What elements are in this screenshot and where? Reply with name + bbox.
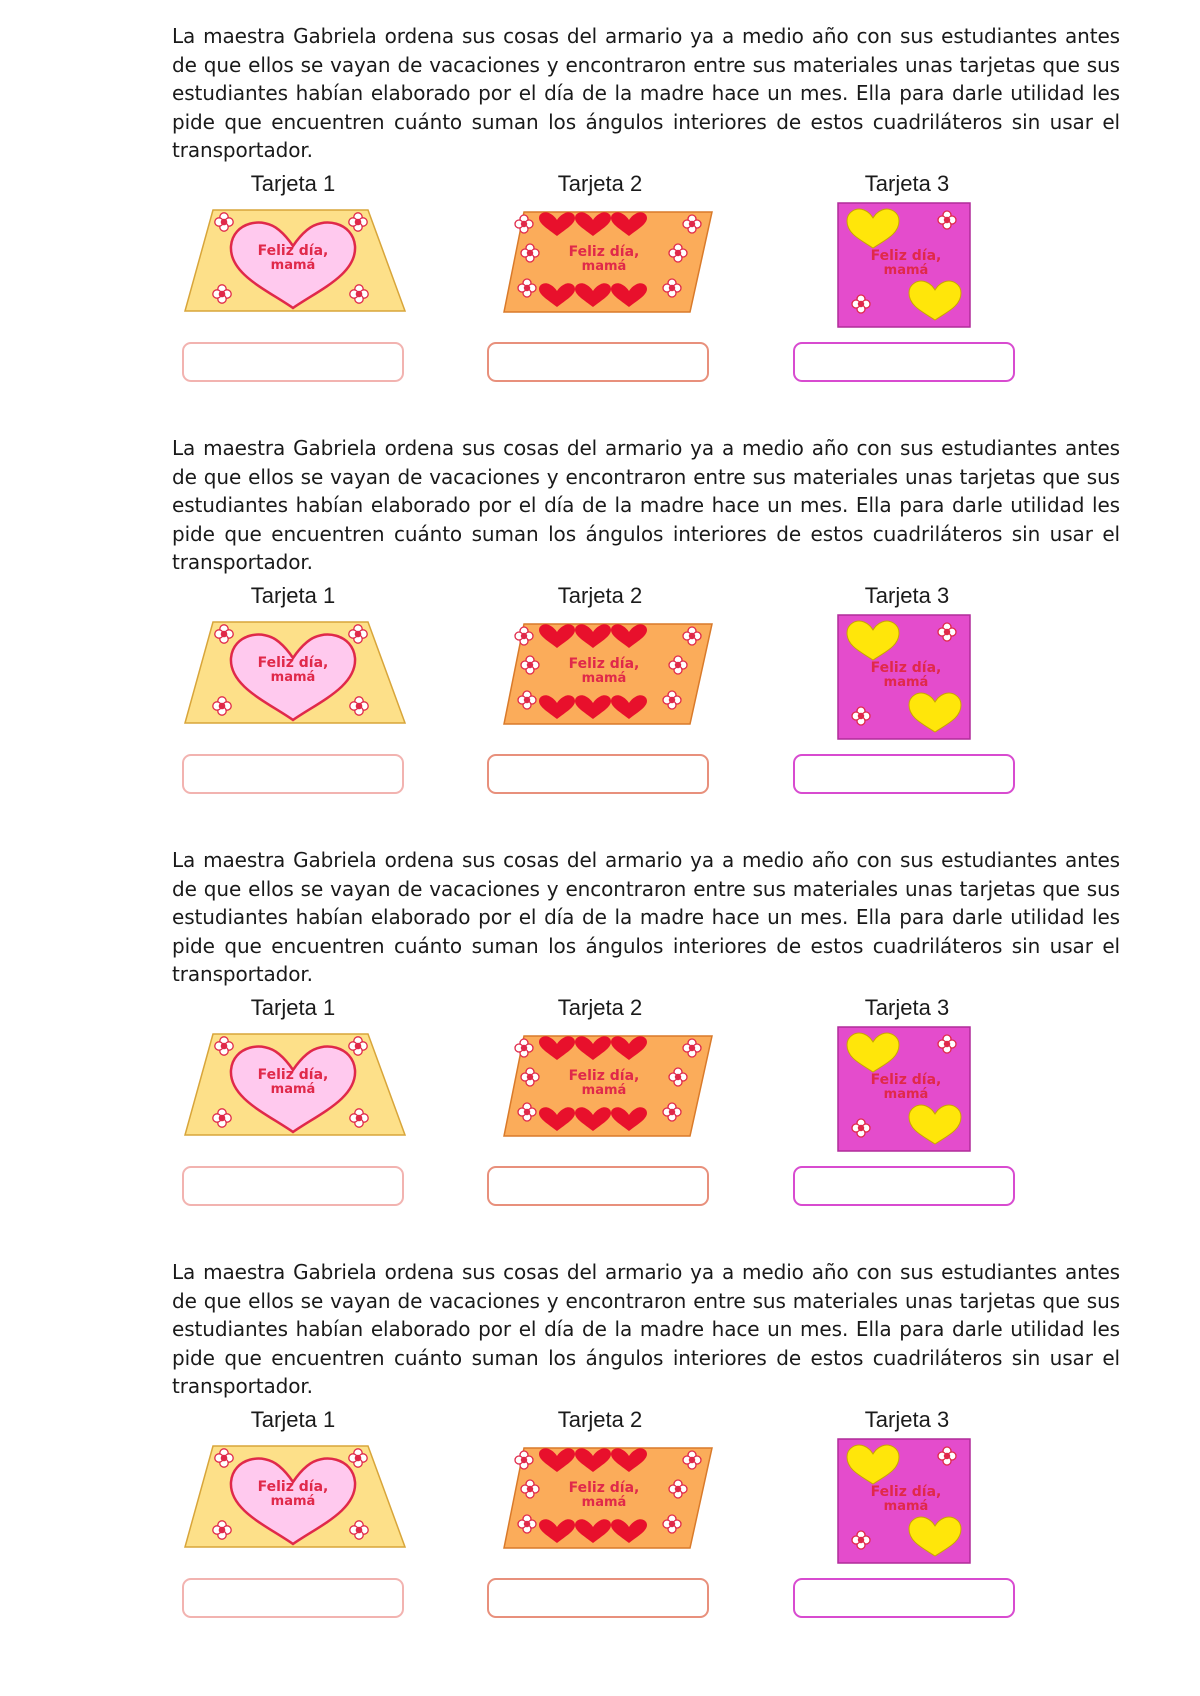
card-3-title: Tarjeta 3	[864, 583, 950, 608]
card-3-title: Tarjeta 3	[864, 995, 950, 1020]
card-2	[480, 824, 720, 1234]
card-3	[787, 1236, 1027, 1646]
card-1	[173, 0, 413, 410]
card-3-line2: mamá	[883, 1087, 929, 1102]
card-3-line2: mamá	[883, 675, 929, 690]
exercise-prompt: La maestra Gabriela ordena sus cosas del armario ya a medio año con sus estudiantes antes de que ellos se vayan de vacaciones y encontraron entre sus materiales unas tarjetas que sus estudiantes habían elaborado por el día de la madre hace un mes. Ella para darle utilidad les pide que encuentren cuánto suman los ángulos interiores de estos cuadriláteros sin usar el transportador.	[172, 848, 1120, 987]
card-1-line1: Feliz día,	[257, 1067, 329, 1083]
card-1-trapezoid	[183, 1032, 407, 1137]
exercise-section-1	[0, 0, 1200, 410]
answer-box-card-1[interactable]	[182, 754, 404, 794]
card-1-title: Tarjeta 1	[250, 995, 336, 1020]
card-1-line1: Feliz día,	[257, 655, 329, 671]
answer-box-card-3[interactable]	[793, 1578, 1015, 1618]
card-1-title: Tarjeta 1	[250, 583, 336, 608]
exercise-prompt: La maestra Gabriela ordena sus cosas del armario ya a medio año con sus estudiantes antes de que ellos se vayan de vacaciones y encontraron entre sus materiales unas tarjetas que sus estudiantes habían elaborado por el día de la madre hace un mes. Ella para darle utilidad les pide que encuentren cuánto suman los ángulos interiores de estos cuadriláteros sin usar el transportador.	[172, 24, 1120, 163]
card-2-line2: mamá	[581, 259, 627, 274]
card-3-square	[837, 1438, 971, 1564]
card-3-line2: mamá	[883, 263, 929, 278]
card-2-parallelogram	[502, 210, 714, 314]
card-2-line1: Feliz día,	[568, 656, 640, 672]
exercise-section-2	[0, 412, 1200, 822]
card-3-square	[837, 1026, 971, 1152]
card-2-line2: mamá	[581, 1495, 627, 1510]
card-2	[480, 412, 720, 822]
card-1	[173, 412, 413, 822]
card-2-parallelogram	[502, 1446, 714, 1550]
card-3	[787, 0, 1027, 410]
card-2-line1: Feliz día,	[568, 1068, 640, 1084]
answer-box-card-3[interactable]	[793, 342, 1015, 382]
card-1-line2: mamá	[270, 258, 316, 273]
answer-box-card-2[interactable]	[487, 754, 709, 794]
exercise-section-4	[0, 1236, 1200, 1646]
answer-box-card-1[interactable]	[182, 1578, 404, 1618]
answer-box-card-1[interactable]	[182, 342, 404, 382]
card-1-line1: Feliz día,	[257, 243, 329, 259]
answer-box-card-3[interactable]	[793, 1166, 1015, 1206]
card-2-line2: mamá	[581, 671, 627, 686]
card-3-title: Tarjeta 3	[864, 1407, 950, 1432]
card-1	[173, 824, 413, 1234]
card-2	[480, 1236, 720, 1646]
card-2-title: Tarjeta 2	[557, 583, 643, 608]
exercise-section-3	[0, 824, 1200, 1234]
card-3-line2: mamá	[883, 1499, 929, 1514]
answer-box-card-2[interactable]	[487, 342, 709, 382]
answer-box-card-3[interactable]	[793, 754, 1015, 794]
answer-box-card-2[interactable]	[487, 1166, 709, 1206]
card-3-title: Tarjeta 3	[864, 171, 950, 196]
card-2-parallelogram	[502, 622, 714, 726]
answer-box-card-2[interactable]	[487, 1578, 709, 1618]
exercise-prompt: La maestra Gabriela ordena sus cosas del armario ya a medio año con sus estudiantes antes de que ellos se vayan de vacaciones y encontraron entre sus materiales unas tarjetas que sus estudiantes habían elaborado por el día de la madre hace un mes. Ella para darle utilidad les pide que encuentren cuánto suman los ángulos interiores de estos cuadriláteros sin usar el transportador.	[172, 1260, 1120, 1399]
card-1-trapezoid	[183, 208, 407, 313]
card-3-line1: Feliz día,	[870, 660, 942, 676]
card-1-trapezoid	[183, 1444, 407, 1549]
card-1-trapezoid	[183, 620, 407, 725]
card-2-title: Tarjeta 2	[557, 995, 643, 1020]
exercise-prompt: La maestra Gabriela ordena sus cosas del armario ya a medio año con sus estudiantes antes de que ellos se vayan de vacaciones y encontraron entre sus materiales unas tarjetas que sus estudiantes habían elaborado por el día de la madre hace un mes. Ella para darle utilidad les pide que encuentren cuánto suman los ángulos interiores de estos cuadriláteros sin usar el transportador.	[172, 436, 1120, 575]
card-2-line1: Feliz día,	[568, 1480, 640, 1496]
card-3	[787, 824, 1027, 1234]
card-2-parallelogram	[502, 1034, 714, 1138]
card-3-square	[837, 202, 971, 328]
card-2-line2: mamá	[581, 1083, 627, 1098]
card-2	[480, 0, 720, 410]
card-1-line2: mamá	[270, 1082, 316, 1097]
card-1-line2: mamá	[270, 670, 316, 685]
card-1	[173, 1236, 413, 1646]
card-1-line2: mamá	[270, 1494, 316, 1509]
card-1-title: Tarjeta 1	[250, 171, 336, 196]
answer-box-card-1[interactable]	[182, 1166, 404, 1206]
card-3-square	[837, 614, 971, 740]
card-2-title: Tarjeta 2	[557, 171, 643, 196]
card-3	[787, 412, 1027, 822]
card-2-title: Tarjeta 2	[557, 1407, 643, 1432]
card-3-line1: Feliz día,	[870, 248, 942, 264]
card-3-line1: Feliz día,	[870, 1484, 942, 1500]
card-1-title: Tarjeta 1	[250, 1407, 336, 1432]
card-3-line1: Feliz día,	[870, 1072, 942, 1088]
card-1-line1: Feliz día,	[257, 1479, 329, 1495]
card-2-line1: Feliz día,	[568, 244, 640, 260]
